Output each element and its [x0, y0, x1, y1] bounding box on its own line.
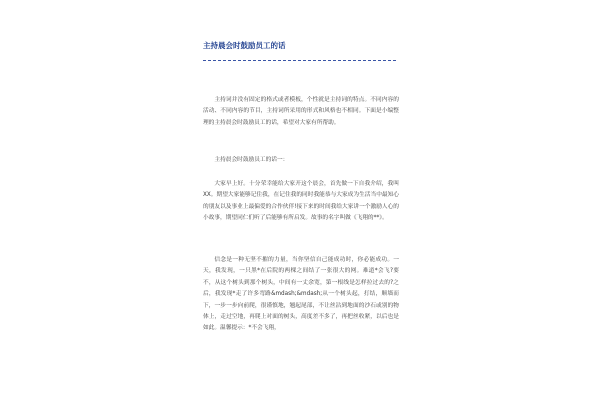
paragraph-intro: 主持词并没有固定的格式或者模板，个性就是主持词的特点。不同内容的活动、不同内容的节目，主持词所采用的形式和风格也不相同。下面是小编整理的主持晨会时鼓励员工的话，希望对大家有所帮助。	[203, 97, 399, 126]
paragraph-greeting: 大家早上好。十分荣幸能给大家开这个晨会，首先做一下自我介绍，我叫XX。期望大家能够记住我，在记住我的同时我能恭与大家成为生活当中最知心的朋友以及事业上最偏爱的合作伙伴!接下来的时间我给大家讲一个激励人心的小故事，期望同仁们听了后能够有所启发。故事的名字叫做《飞翔的**》。	[203, 181, 399, 222]
paragraph-story: 信念是一种无坚不摧的力量，当你坚信自己能成功时，你必能成功。一天，我发现，一只黑*在后院的两棵之间结了一张很大的网。难道*会飞?要不，从这个树头到那个树头，中间有一丈余宽，第一根线是怎样拉过去的?之后，我发现*走了许多弯路&mdash;&mdash;从一个树头起，打结，顺墙而下，一步一步向前爬，很谨慎地，翘起尾部，不让丝沾到地面的沙石或别的物体上，走过空地，再爬上对面的树头，高度差不多了，再把丝收紧，以后也是如此。温馨提示：*不会飞翔，	[203, 257, 399, 332]
paragraph-section-heading: 主持晨会时鼓励员工的话一：	[214, 157, 289, 163]
document-title: 主持晨会时鼓励员工的话	[203, 41, 286, 50]
title-divider	[203, 60, 396, 61]
